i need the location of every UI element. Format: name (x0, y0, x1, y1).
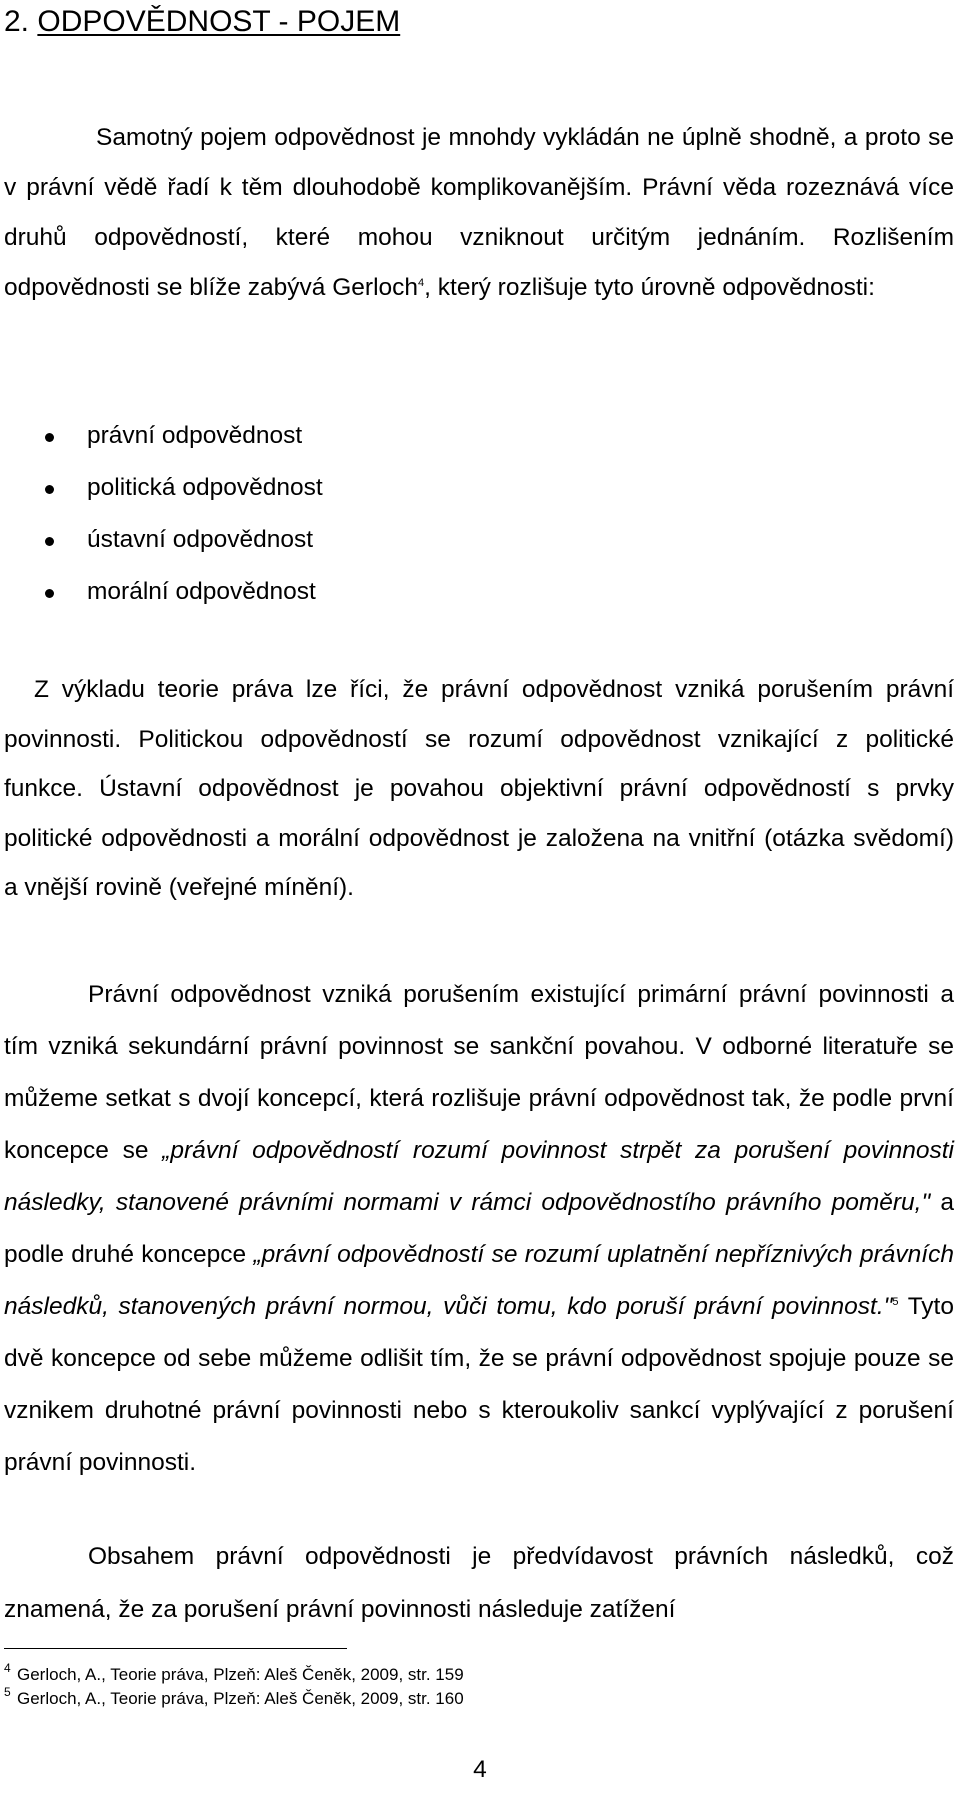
quotation: „právní odpovědností se rozumí uplatnění nepříznivých právních následků, stanovených právní normou, vůči tomu, kdo poruší právní povinnost." (4, 1241, 954, 1320)
section-title: ODPOVĚDNOST - POJEM (37, 5, 401, 38)
list-item-label: politická odpovědnost (87, 474, 323, 501)
paragraph-text: Samotný pojem odpovědnost je mnohdy vykládán ne úplně shodně, a proto se v právní vědě řadí k těm dlouhodobě komplikovanějším. Právní věda rozeznává více druhů odpovědností, které mohou vzniknout určitým jednáním. Rozlišením odpovědnosti se blíže zabývá Gerloch (4, 124, 954, 301)
footnotes (4, 1663, 464, 1711)
list-item-label: právní odpovědnost (87, 422, 303, 449)
responsibility-list (0, 412, 323, 620)
bullet-icon (45, 433, 54, 442)
list-item (0, 464, 323, 516)
list-item (0, 568, 323, 620)
footnote (4, 1663, 464, 1687)
footnote-number: 5 (4, 1685, 11, 1699)
paragraph-concepts (4, 969, 954, 1489)
bullet-icon (45, 485, 54, 494)
section-number: 2. (4, 5, 30, 38)
quotation: „právní odpovědností rozumí povinnost strpět za porušení povinnosti následky, stanovené právními normami v rámci odpovědnostího právního poměru," (4, 1137, 954, 1216)
footnote-reference[interactable]: 4 (418, 277, 425, 289)
bullet-icon (45, 537, 54, 546)
paragraph-intro (4, 113, 954, 313)
list-item-label: ústavní odpovědnost (87, 526, 314, 553)
footnote-text: Gerloch, A., Teorie práva, Plzeň: Aleš Čeněk, 2009, str. 160 (17, 1689, 464, 1708)
page-number: 4 (473, 1756, 487, 1783)
list-item-label: morální odpovědnost (87, 578, 316, 605)
footnote-number: 4 (4, 1661, 11, 1675)
paragraph-text: Tyto dvě koncepce od sebe můžeme odlišit tím, že se právní odpovědnost spojuje pouze se vznikem druhotné právní povinnosti nebo s kteroukoliv sankcí vyplývající z porušení právní povinnosti. (4, 1293, 954, 1476)
paragraph-text: a podle druhé koncepce (4, 1189, 954, 1268)
paragraph-text: Právní odpovědnost vzniká porušením existující primární právní povinnosti a tím vzniká sekundární právní povinnost se sankční povahou. V odborné literatuře se můžeme setkat s dvojí koncepcí, která rozlišuje právní odpovědnost tak, že podle první koncepce se (4, 981, 954, 1164)
footnote-reference[interactable]: 5 (892, 1296, 899, 1308)
paragraph-text: , který rozlišuje tyto úrovně odpovědnosti: (424, 274, 875, 301)
list-item (0, 412, 323, 464)
section-heading (4, 4, 400, 40)
paragraph-content: Obsahem právní odpovědnosti je předvídavost právních následků, což znamená, že za porušení právní povinnosti následuje zatížení (4, 1543, 954, 1623)
bullet-icon (45, 589, 54, 598)
paragraph-definitions: Z výkladu teorie práva lze říci, že právní odpovědnost vzniká porušením právní povinnosti. Politickou odpovědností se rozumí odpovědnost vznikající z politické funkce. Ústavní odpovědnost je povahou objektivní právní odpovědností s prvky politické odpovědnosti a morální odpovědnost je založena na vnitřní (otázka svědomí) a vnější rovině (veřejné mínění). (4, 676, 954, 901)
footnote-text: Gerloch, A., Teorie práva, Plzeň: Aleš Čeněk, 2009, str. 159 (17, 1665, 464, 1684)
footnote-separator (4, 1648, 347, 1649)
footnote (4, 1687, 464, 1711)
list-item (0, 516, 323, 568)
